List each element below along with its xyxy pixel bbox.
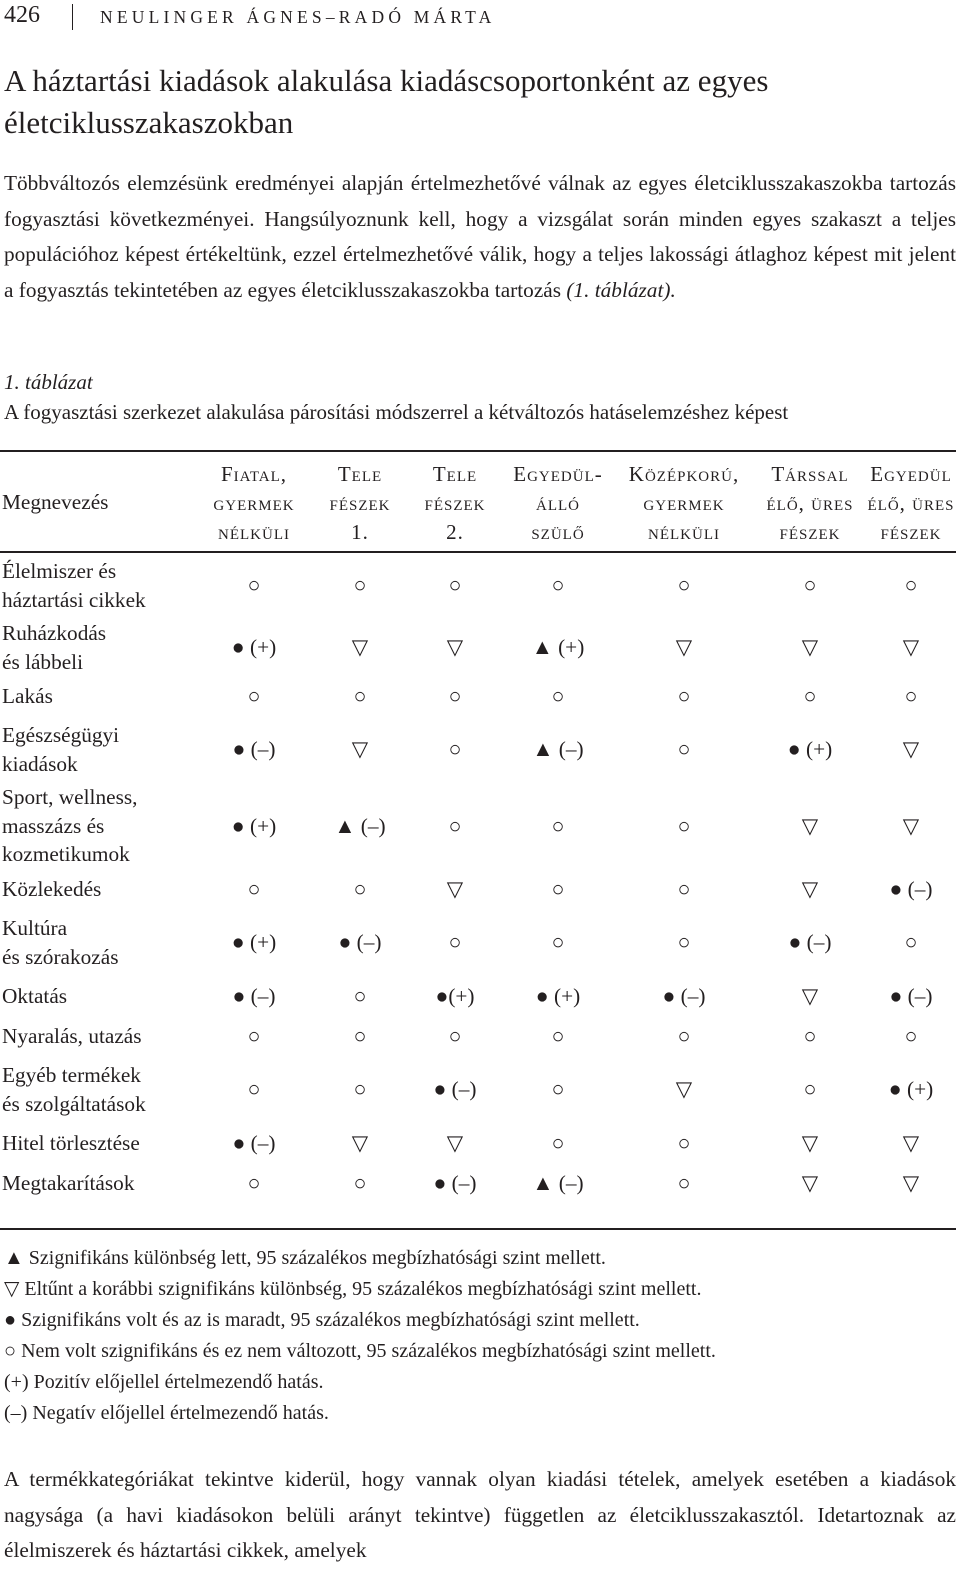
legend-item: (+) Pozitív előjellel értelmezendő hatás. [4,1371,324,1393]
significance-cell: ● (–) [889,983,933,1008]
significance-cell: ▽ [351,1130,369,1155]
significance-cell: ▽ [351,635,369,659]
significance-cell: ▽ [446,876,464,901]
significance-cell: ▽ [902,1130,920,1155]
row-label: Egészségügyi kiadások [2,723,120,776]
table-row [0,909,956,976]
significance-cell: ● (–) [662,983,706,1008]
significance-cell: ○ [677,813,691,838]
significance-cell: ▲ (–) [532,737,584,761]
significance-cell: ● (–) [232,737,276,761]
significance-cell: ○ [448,813,462,838]
significance-cell: ○ [677,573,691,597]
section-title: A háztartási kiadások alakulása kiadáscsoportonként az egyes életciklusszakaszokban [4,63,769,140]
significance-cell: ○ [803,1077,817,1101]
significance-cell: ○ [803,683,817,708]
results-table [0,452,956,1203]
row-label: Egyéb termékek és szolgáltatások [2,1063,146,1116]
page-number: 426 [4,2,40,28]
significance-cell: ▽ [801,876,819,901]
significance-cell: ○ [677,1023,691,1048]
significance-cell: ○ [247,876,261,901]
table-row [0,619,956,676]
significance-cell: ● (+) [787,737,833,761]
significance-cell: ○ [677,737,691,761]
significance-cell: ○ [677,683,691,708]
table-bottom-rule [0,1228,956,1230]
significance-cell: ▲ (+) [531,635,585,659]
column-header-tele-fészek-1: Tele fészek 1. [329,461,391,544]
row-label: Sport, wellness, masszázs és kozmetikumok [2,785,138,867]
table-row [0,976,956,1016]
table-reference: (1. táblázat). [566,277,676,302]
table-legend [4,1243,954,1429]
row-label: Hitel törlesztése [2,1130,140,1155]
significance-cell: ○ [353,1023,367,1048]
significance-cell: ○ [551,573,565,597]
significance-cell: ▽ [902,737,920,761]
column-header-egyedül-élő: Egyedül élő, üres fészek [867,461,955,544]
table-row [0,1016,956,1056]
significance-cell: ○ [448,683,462,708]
significance-cell: ○ [904,573,918,597]
column-header-tele-fészek-2: Tele fészek 2. [424,461,486,544]
significance-cell: ●(+) [435,983,475,1008]
significance-cell: ○ [353,573,367,597]
significance-cell: ● (+) [888,1077,934,1101]
row-label: Ruházkodás és lábbeli [2,621,107,674]
table-body [0,552,956,1203]
row-header-label: Megnevezés [2,489,109,514]
significance-cell: ○ [904,1023,918,1048]
legend-item: (–) Negatív előjellel értelmezendő hatás. [4,1402,329,1424]
significance-cell: ▽ [801,635,819,659]
table-row [0,869,956,909]
significance-cell: ○ [904,930,918,954]
significance-cell: ● (–) [232,1130,276,1155]
column-header-fiatal: Fiatal, gyermek nélküli [213,461,295,544]
running-header [0,2,960,32]
significance-cell: ○ [448,573,462,597]
significance-cell: ○ [353,1077,367,1101]
table-row [0,552,956,619]
header-divider [72,4,73,30]
body-paragraph-1 [4,166,956,308]
significance-cell: ▽ [675,635,693,659]
significance-cell: ● (+) [535,983,581,1008]
significance-cell: ○ [247,1077,261,1101]
significance-cell: ○ [551,813,565,838]
significance-cell: ▽ [801,813,819,838]
significance-cell: ○ [677,1170,691,1195]
column-header-középkorú: Középkorú, gyermek nélküli [628,461,740,544]
row-label: Kultúra és szórakozás [2,916,119,969]
significance-cell: ○ [247,1023,261,1048]
row-label: Megtakarítások [2,1170,135,1195]
legend-item: ▲ Szignifikáns különbség lett, 95 százalékos megbízhatósági szint mellett. [4,1247,606,1269]
row-label: Nyaralás, utazás [2,1023,142,1048]
significance-cell: ▽ [675,1077,693,1101]
row-label: Élelmiszer és háztartási cikkek [2,559,146,612]
table-header-row [0,452,956,552]
significance-cell: ● (+) [231,813,277,838]
significance-cell: ○ [677,876,691,901]
body-paragraph-2: A termékkategóriákat tekintve kiderül, hogy vannak olyan kiadási tételek, amelyek esetében a kiadások nagysága (a havi kiadásokon belüli arányt tekintve) független az életciklusszakasztól. Idetartoznak az élelmiszerek és háztartási cikkek, amelyek [4,1467,956,1563]
significance-cell: ▽ [351,737,369,761]
significance-cell: ▽ [801,1130,819,1155]
significance-cell: ▽ [902,635,920,659]
table-row [0,783,956,869]
significance-cell: ○ [448,737,462,761]
significance-cell: ○ [353,683,367,708]
significance-cell: ● (–) [889,876,933,901]
paragraph-1-text: Többváltozós elemzésünk eredményei alapján értelmezhetővé válnak az egyes életciklusszakaszokba tartozás fogyasztási következményei. Hangsúlyoznunk kell, hogy a vizsgálat során minden egyes szakaszt a teljes populációhoz képest értékeltünk, ezzel értelmezhetővé válik, hogy a teljes lakossági átlaghoz képest mit jelent a fogyasztás tekintetében az egyes életciklusszakaszokba tartozás [4,171,956,302]
significance-cell: ● (–) [232,983,276,1008]
column-header-egyedülálló-szülő: Egyedül- álló szülő [513,461,603,544]
significance-cell: ○ [247,683,261,708]
significance-cell: ○ [247,573,261,597]
significance-cell: ▲ (–) [334,813,386,838]
row-label: Közlekedés [2,876,102,901]
significance-cell: ○ [551,930,565,954]
significance-cell: ○ [551,683,565,708]
significance-cell: ▽ [446,1130,464,1155]
significance-cell: ○ [353,1170,367,1195]
significance-cell: ▲ (–) [532,1170,584,1195]
column-header-társsal-élő: Társsal élő, üres fészek [766,461,854,544]
significance-cell: ○ [353,876,367,901]
significance-cell: ○ [247,1170,261,1195]
significance-cell: ▽ [446,635,464,659]
significance-cell: ▽ [801,1170,819,1195]
significance-cell: ● (–) [433,1077,477,1101]
running-header-authors: NEULINGER ÁGNES–RADÓ MÁRTA [100,7,496,27]
table-row [0,676,956,716]
significance-cell: ○ [353,983,367,1008]
significance-cell: ○ [448,1023,462,1048]
significance-cell: ○ [677,1130,691,1155]
significance-cell: ▽ [902,813,920,838]
significance-cell: ▽ [902,1170,920,1195]
table-row [0,716,956,783]
legend-item: ● Szignifikáns volt és az is maradt, 95 százalékos megbízhatósági szint mellett. [4,1309,640,1331]
row-label: Lakás [2,683,53,708]
row-label: Oktatás [2,983,68,1008]
significance-cell: ○ [448,930,462,954]
table-title: A fogyasztási szerkezet alakulása párosítási módszerrel a kétváltozós hatáselemzéshez képest [4,400,789,424]
significance-cell: ○ [551,1130,565,1155]
significance-cell: ○ [904,683,918,708]
significance-cell: ● (+) [231,930,277,954]
significance-cell: ▽ [801,983,819,1008]
table-row [0,1123,956,1163]
significance-cell: ○ [803,573,817,597]
significance-cell: ● (+) [231,635,277,659]
significance-cell: ● (–) [788,930,832,954]
significance-cell: ○ [803,1023,817,1048]
legend-item: ○ Nem volt szignifikáns és ez nem változott, 95 százalékos megbízhatósági szint mellett. [4,1340,716,1362]
significance-cell: ○ [551,1023,565,1048]
significance-cell: ● (–) [338,930,382,954]
significance-cell: ○ [677,930,691,954]
table-row [0,1163,956,1203]
significance-cell: ○ [551,876,565,901]
significance-cell: ○ [551,1077,565,1101]
table-number: 1. táblázat [4,370,93,394]
significance-cell: ● (–) [433,1170,477,1195]
legend-item: ▽ Eltűnt a korábbi szignifikáns különbség, 95 százalékos megbízhatósági szint mellett. [4,1278,702,1300]
table-row [0,1056,956,1123]
